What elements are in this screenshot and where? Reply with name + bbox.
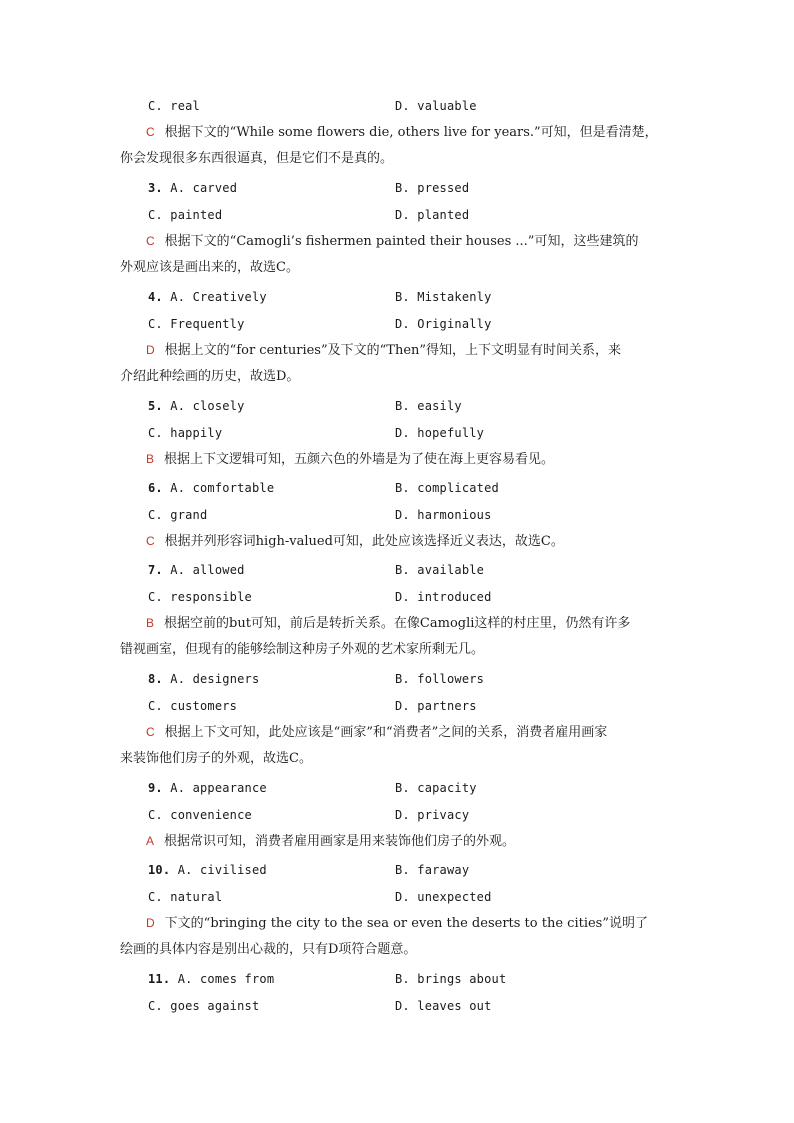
explanation-text: 外观应该是画出来的，故选C。: [120, 260, 299, 275]
option-a: A. designers: [170, 672, 260, 686]
answer-letter: C: [146, 234, 155, 248]
option-row-ab: [0, 178, 794, 198]
option-c: C. customers: [148, 699, 238, 713]
option-row-cd: [0, 887, 794, 907]
option-row-cd: [0, 696, 794, 716]
answer-letter: D: [146, 343, 155, 357]
option-a: A. allowed: [170, 563, 245, 577]
option-a: A. closely: [170, 399, 245, 413]
option-b: B. faraway: [395, 863, 470, 877]
explanation-text: 根据上下文可知，此处应该是“画家”和“消费者”之间的关系，消费者雇用画家: [164, 725, 608, 740]
option-row-cd: [0, 505, 794, 525]
explanation-text: 根据常识可知，消费者雇用画家是用来装饰他们房子的外观。: [164, 834, 516, 849]
option-b: B. capacity: [395, 781, 477, 795]
explanation-text: 来装饰他们房子的外观，故选C。: [120, 751, 312, 766]
question-number: 11.: [148, 972, 171, 986]
option-row-ab: [0, 396, 794, 416]
option-c: C. convenience: [148, 808, 252, 822]
option-c: C. painted: [148, 208, 223, 222]
option-b: B. brings about: [395, 972, 507, 986]
explanation-text: 介绍此种绘画的历史，故选D。: [120, 369, 300, 384]
option-row-ab: [0, 287, 794, 307]
option-d: D. introduced: [395, 590, 492, 604]
option-row-cd: [0, 587, 794, 607]
option-row-cd: [0, 423, 794, 443]
option-row-ab: [0, 560, 794, 580]
question-number: 3.: [148, 181, 163, 195]
explanation-text: 根据并列形容词high-valued可知，此处应该选择近义表达，故选C。: [164, 534, 564, 549]
answer-letter: A: [146, 834, 155, 848]
option-c: C. responsible: [148, 590, 252, 604]
answer-letter: C: [146, 725, 155, 739]
option-b: B. followers: [395, 672, 485, 686]
explanation-text: 你会发现很多东西很逼真，但是它们不是真的。: [120, 151, 394, 166]
answer-letter: B: [146, 452, 155, 466]
explanation-text: 根据上下文逻辑可知，五颜六色的外墙是为了使在海上更容易看见。: [164, 452, 555, 467]
option-row-cd: [0, 314, 794, 334]
question-number: 8.: [148, 672, 163, 686]
option-b: B. easily: [395, 399, 462, 413]
option-d: D. partners: [395, 699, 477, 713]
explanation-text: 绘画的具体内容是别出心裁的，只有D项符合题意。: [120, 942, 417, 957]
explanation-text: 根据下文的“Camogli’s fishermen painted their houses ...”可知，这些建筑的: [164, 234, 639, 249]
option-c: C. happily: [148, 426, 223, 440]
option-row-ab: [0, 778, 794, 798]
option-row-ab: [0, 478, 794, 498]
option-a: A. Creatively: [170, 290, 267, 304]
option-row-cd: [0, 96, 794, 116]
question-number: 6.: [148, 481, 163, 495]
explanation-text: 根据空前的but可知，前后是转折关系。在像Camogli这样的村庄里，仍然有许多: [164, 616, 631, 631]
option-d: D. hopefully: [395, 426, 485, 440]
option-a: A. civilised: [177, 863, 267, 877]
option-d: D. leaves out: [395, 999, 492, 1013]
question-number: 10.: [148, 863, 171, 877]
option-a: A. comfortable: [170, 481, 275, 495]
option-a: A. appearance: [170, 781, 267, 795]
option-d: D. harmonious: [395, 508, 492, 522]
option-row-cd: [0, 205, 794, 225]
option-d: D. privacy: [395, 808, 470, 822]
question-number: 9.: [148, 781, 163, 795]
option-row-ab: [0, 669, 794, 689]
question-number: 7.: [148, 563, 163, 577]
answer-letter: B: [146, 616, 155, 630]
option-d: D. planted: [395, 208, 470, 222]
answer-letter: D: [146, 916, 155, 930]
option-row-cd: [0, 996, 794, 1016]
option-a: A. comes from: [177, 972, 275, 986]
option-b: B. Mistakenly: [395, 290, 492, 304]
option-c: C. Frequently: [148, 317, 245, 331]
option-row-cd: [0, 805, 794, 825]
explanation-text: 错视画室，但现有的能够绘制这种房子外观的艺术家所剩无几。: [120, 642, 485, 657]
option-row-ab: [0, 969, 794, 989]
option-b: B. pressed: [395, 181, 470, 195]
question-number: 5.: [148, 399, 163, 413]
explanation-text: 根据上文的“for centuries”及下文的“Then”得知，上下文明显有时间关系，来: [164, 343, 622, 358]
option-row-ab: [0, 860, 794, 880]
option-b: B. available: [395, 563, 485, 577]
explanation-text: 下文的“bringing the city to the sea or even the deserts to the cities”说明了: [164, 916, 648, 931]
option-a: A. carved: [170, 181, 238, 195]
question-number: 4.: [148, 290, 163, 304]
option-c: C. grand: [148, 508, 208, 522]
answer-letter: C: [146, 125, 155, 139]
option-d: D. unexpected: [395, 890, 492, 904]
option-c: C. real: [148, 99, 200, 113]
option-d: D. valuable: [395, 99, 477, 113]
option-c: C. natural: [148, 890, 223, 904]
option-b: B. complicated: [395, 481, 499, 495]
option-d: D. Originally: [395, 317, 492, 331]
explanation-text: 根据下文的“While some flowers die, others live for years.”可知，但是看清楚，: [164, 125, 658, 140]
option-c: C. goes against: [148, 999, 260, 1013]
answer-letter: C: [146, 534, 155, 548]
